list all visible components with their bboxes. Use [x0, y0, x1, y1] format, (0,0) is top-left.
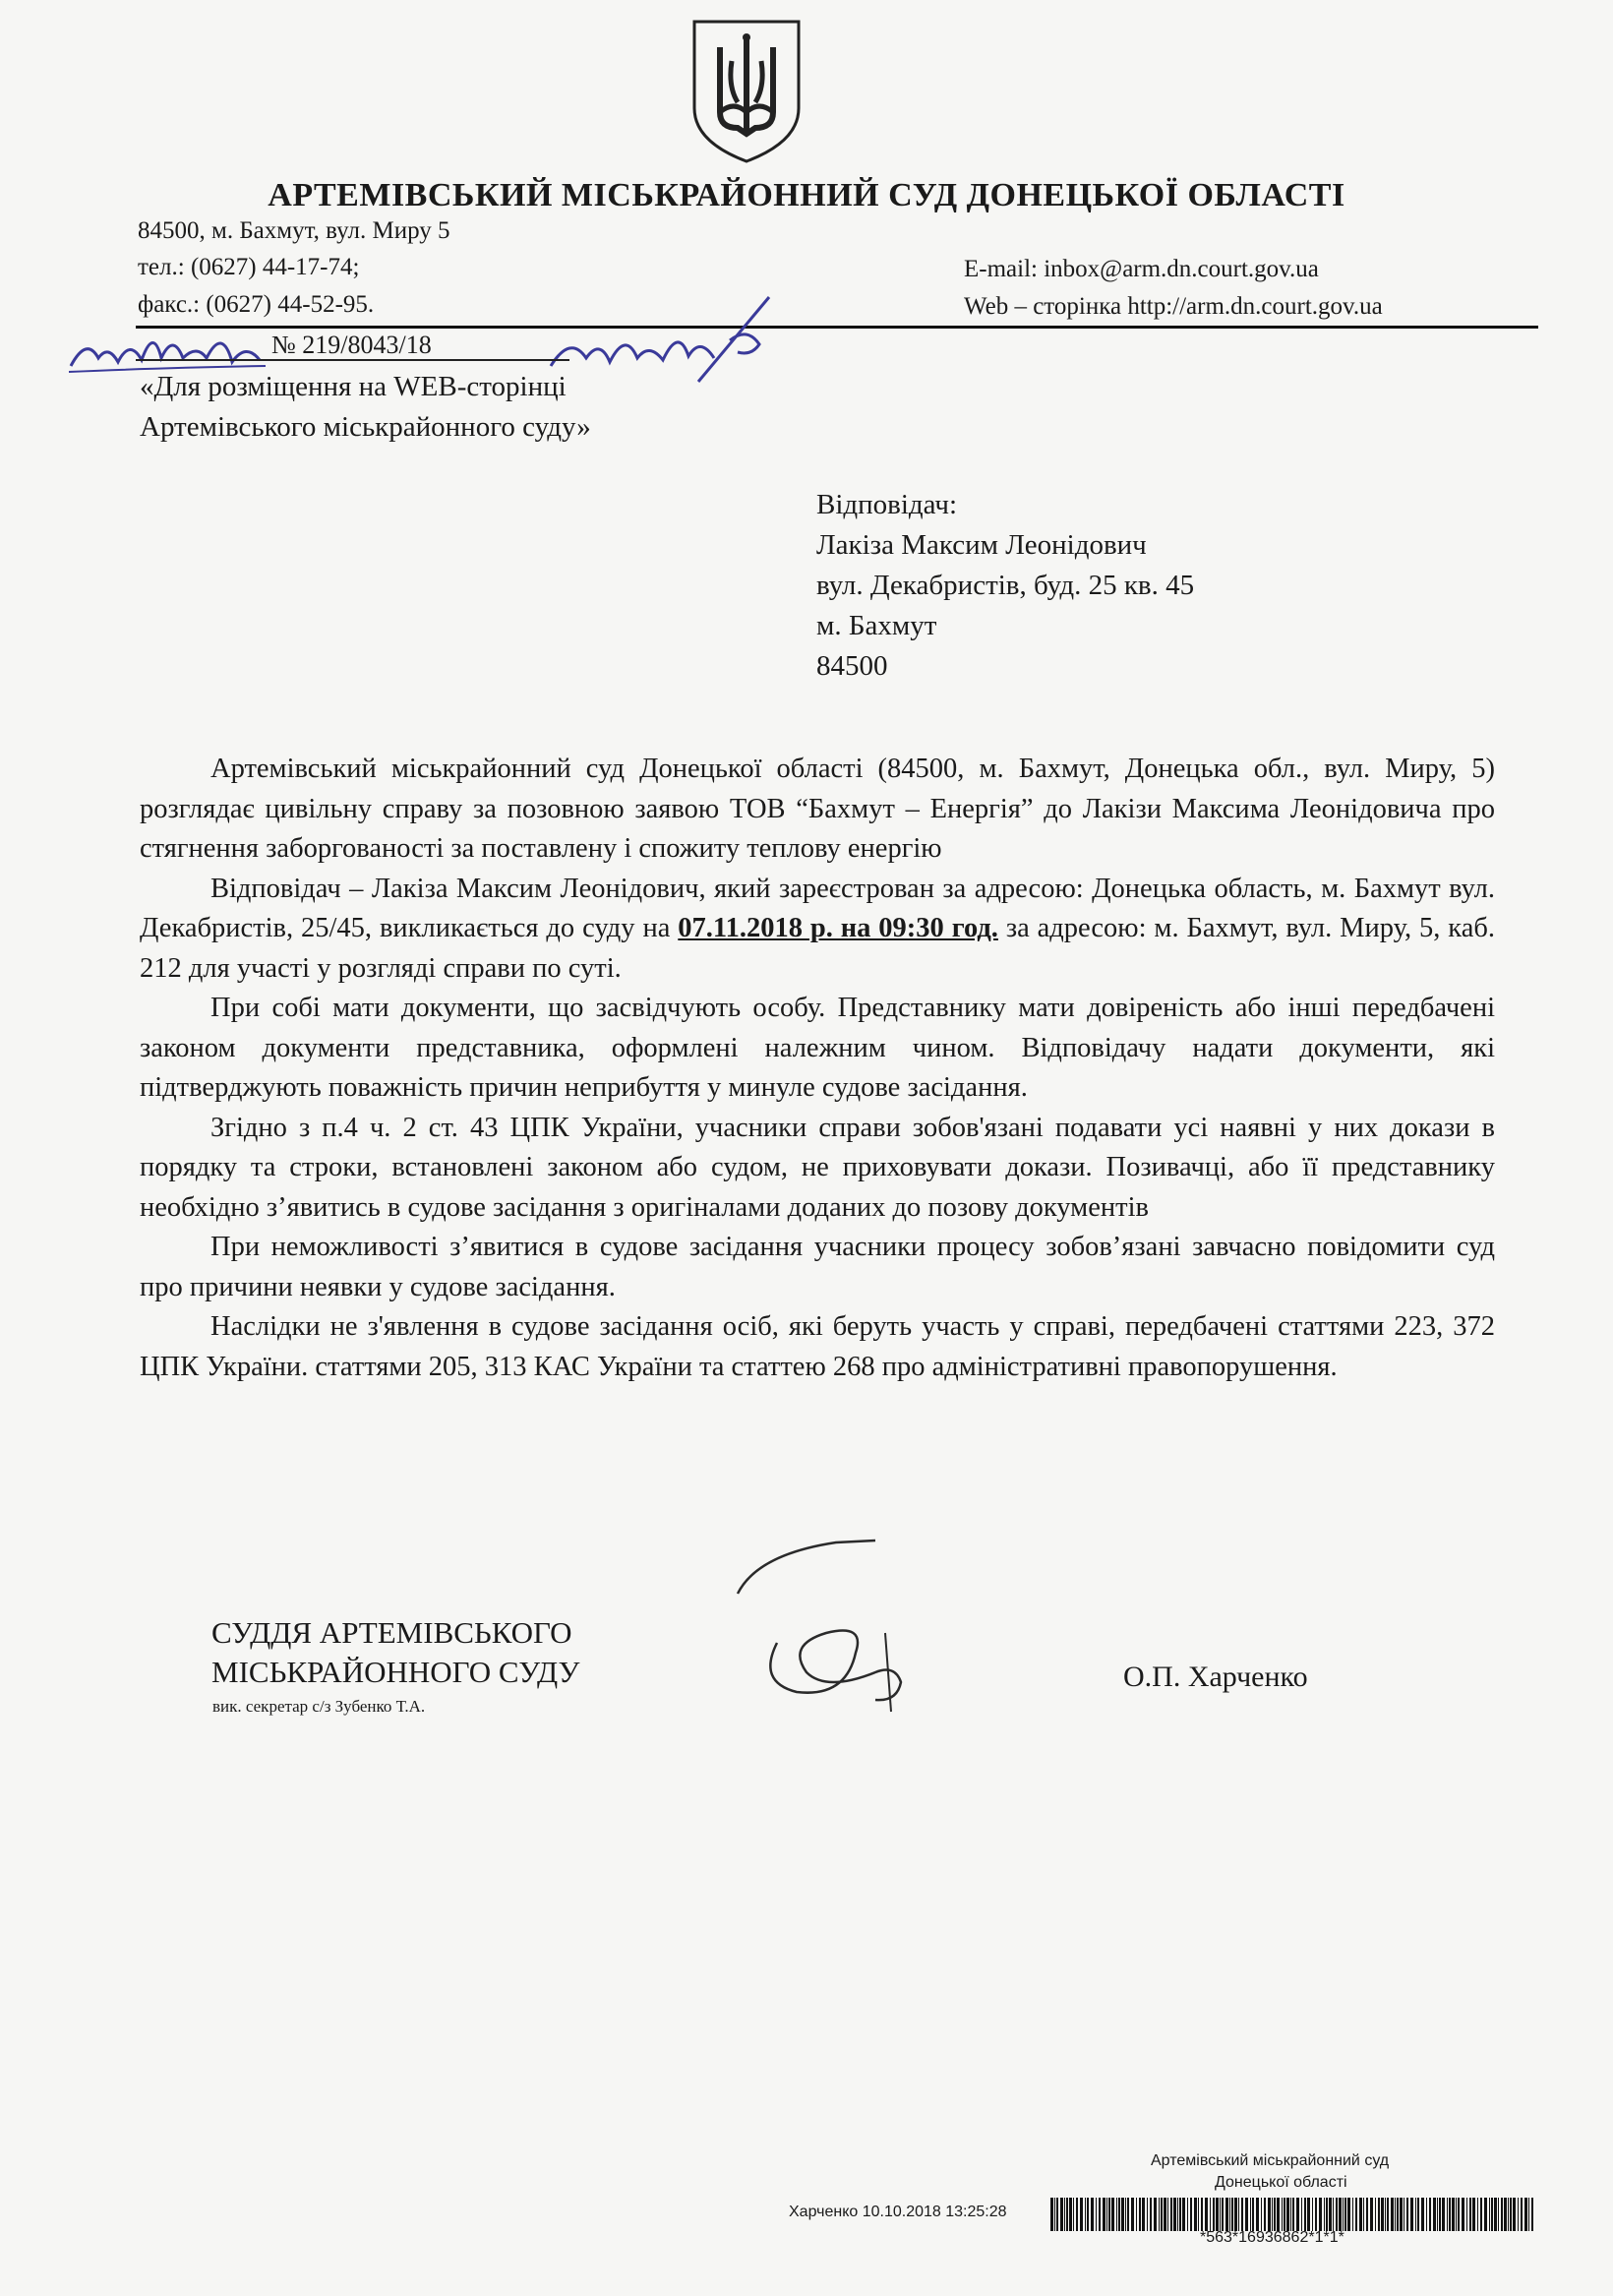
barcode-bar	[1315, 2198, 1317, 2231]
barcode-bar	[1210, 2198, 1211, 2231]
barcode-bar	[1099, 2198, 1101, 2231]
barcode-bar	[1238, 2198, 1239, 2231]
barcode-bar	[1216, 2198, 1219, 2231]
barcode-bar	[1245, 2198, 1248, 2231]
barcode-bar	[1304, 2198, 1306, 2231]
note-line-2: Артемівського міськрайонного суду»	[140, 411, 591, 443]
barcode-bar	[1462, 2198, 1464, 2231]
paragraph-documents: При собі мати документи, що засвідчують особу. Представнику мати довіреність або інші передбачені законом документи представника, оформлені належним чином. Відповідачу надати документи, які підтверджують поважність причин неприбуття у минуле судове засідання.	[140, 993, 1495, 1103]
barcode-bar	[1201, 2198, 1203, 2231]
barcode-bar	[1296, 2198, 1299, 2231]
barcode-bar	[1366, 2198, 1368, 2231]
judge-title-line-2: МІСЬКРАЙОННОГО СУДУ	[211, 1655, 580, 1689]
barcode-bar	[1395, 2198, 1396, 2231]
barcode-bar	[1352, 2198, 1353, 2231]
barcode-bar	[1116, 2198, 1117, 2231]
barcode-bar	[1076, 2198, 1078, 2231]
barcode-number: *563*16936862*1*1*	[1200, 2229, 1344, 2246]
barcode-bar	[1378, 2198, 1380, 2231]
barcode-bar	[1421, 2198, 1424, 2231]
barcode-bar	[1064, 2198, 1065, 2231]
barcode-bar	[1060, 2198, 1063, 2231]
court-fax: факс.: (0627) 44-52-95.	[138, 291, 375, 318]
barcode-bar	[1264, 2198, 1266, 2231]
barcode-bar	[1355, 2198, 1357, 2231]
court-address: 84500, м. Бахмут, вул. Миру 5	[138, 217, 450, 244]
barcode-bar	[1466, 2198, 1467, 2231]
barcode-bar	[1417, 2198, 1419, 2231]
barcode-bar	[1190, 2198, 1192, 2231]
barcode-bar	[1056, 2198, 1058, 2231]
barcode-bar	[1343, 2198, 1344, 2231]
barcode-bar	[1292, 2198, 1294, 2231]
barcode-bar	[1524, 2198, 1527, 2231]
barcode-bar	[1125, 2198, 1126, 2231]
document-barcode	[1050, 2198, 1534, 2231]
coat-of-arms-emblem	[688, 18, 805, 165]
barcode-bar	[1433, 2198, 1436, 2231]
barcode-bar	[1319, 2198, 1322, 2231]
barcode-bar	[1531, 2198, 1533, 2231]
stamp-court-name: Артемівський міськрайонний суд	[1151, 2152, 1390, 2169]
barcode-bar	[1087, 2198, 1089, 2231]
barcode-bar	[1121, 2198, 1124, 2231]
barcode-bar	[1222, 2198, 1224, 2231]
publication-note	[140, 367, 591, 448]
barcode-bar	[1170, 2198, 1172, 2231]
barcode-bar	[1363, 2198, 1364, 2231]
barcode-bar	[1326, 2198, 1328, 2231]
judge-title	[211, 1613, 579, 1692]
barcode-bar	[1504, 2198, 1507, 2231]
barcode-bar	[1469, 2198, 1471, 2231]
court-email: E-mail: inbox@arm.dn.court.gov.ua	[964, 256, 1319, 282]
barcode-bar	[1220, 2198, 1221, 2231]
barcode-bar	[1234, 2198, 1237, 2231]
barcode-bar	[1336, 2198, 1338, 2231]
barcode-bar	[1286, 2198, 1289, 2231]
barcode-bar	[1274, 2198, 1276, 2231]
barcode-bar	[1400, 2198, 1403, 2231]
paragraph-summons	[140, 870, 1495, 990]
barcode-bar	[1066, 2198, 1068, 2231]
barcode-bar	[1472, 2198, 1475, 2231]
barcode-bar	[1339, 2198, 1342, 2231]
barcode-bar	[1225, 2198, 1228, 2231]
barcode-bar	[1205, 2198, 1208, 2231]
paragraph-evidence: Згідно з п.4 ч. 2 ст. 43 ЦПК України, учасники справи зобов'язані подавати усі наявні у них докази в порядку та строки, встановлені законом або судом, не приховувати докази. Позивачці, або її представнику необхідно з’явитись в судове засідання з оригіналами доданих до позову документів	[140, 1112, 1495, 1223]
barcode-bar	[1494, 2198, 1497, 2231]
barcode-bar	[1282, 2198, 1283, 2231]
paragraph-case: Артемівський міськрайонний суд Донецької області (84500, м. Бахмут, Донецька обл., вул. Миру, 5) розглядає цивільну справу за позовною заявою ТОВ “Бахмут – Енергія” до Лакізи Максима Леонідовича про стягнення заборгованості за поставлену і спожиту теплову енергію	[140, 754, 1495, 864]
barcode-bar	[1307, 2198, 1310, 2231]
barcode-bar	[1449, 2198, 1451, 2231]
barcode-bar	[1518, 2198, 1519, 2231]
barcode-bar	[1429, 2198, 1431, 2231]
barcode-bar	[1397, 2198, 1399, 2231]
barcode-bar	[1426, 2198, 1427, 2231]
barcode-bar	[1415, 2198, 1416, 2231]
barcode-bar	[1164, 2198, 1166, 2231]
barcode-bar	[1187, 2198, 1188, 2231]
barcode-bar	[1452, 2198, 1455, 2231]
barcode-bar	[1085, 2198, 1086, 2231]
barcode-bar	[1301, 2198, 1302, 2231]
barcode-bar	[1054, 2198, 1055, 2231]
barcode-bar	[1329, 2198, 1332, 2231]
barcode-bar	[1127, 2198, 1129, 2231]
barcode-bar	[1387, 2198, 1389, 2231]
barcode-bar	[1491, 2198, 1493, 2231]
barcode-bar	[1268, 2198, 1271, 2231]
barcode-bar	[1096, 2198, 1097, 2231]
barcode-bar	[1359, 2198, 1362, 2231]
barcode-bar	[1277, 2198, 1280, 2231]
barcode-bar	[1501, 2198, 1503, 2231]
barcode-bar	[1456, 2198, 1457, 2231]
barcode-bar	[1508, 2198, 1509, 2231]
barcode-bar	[1370, 2198, 1373, 2231]
barcode-bar	[1347, 2198, 1350, 2231]
summons-text-before: Відповідач – Лакіза Максим Леонідович, який зареєстрован за адресою: Донецька область, м. Бахмут вул. Декабристів, 25/45, викликається до суду на	[140, 873, 1495, 943]
barcode-bar	[1050, 2198, 1053, 2231]
barcode-bar	[1091, 2198, 1094, 2231]
barcode-bar	[1410, 2198, 1413, 2231]
barcode-bar	[1150, 2198, 1152, 2231]
barcode-bar	[1161, 2198, 1163, 2231]
barcode-bar	[1528, 2198, 1529, 2231]
barcode-bar	[1437, 2198, 1438, 2231]
addressee-postcode: 84500	[816, 650, 888, 682]
court-phone: тел.: (0627) 44-17-74;	[138, 254, 360, 280]
barcode-bar	[1108, 2198, 1110, 2231]
barcode-bar	[1391, 2198, 1394, 2231]
barcode-bar	[1173, 2198, 1176, 2231]
court-website: Web – сторінка http://arm.dn.court.gov.ua	[964, 293, 1383, 320]
handwritten-signature	[718, 1535, 954, 1722]
header-divider	[136, 326, 1538, 329]
judge-name: О.П. Харченко	[1123, 1661, 1308, 1693]
barcode-bar	[1080, 2198, 1083, 2231]
barcode-bar	[1118, 2198, 1120, 2231]
outgoing-number	[136, 331, 569, 360]
barcode-bar	[1194, 2198, 1197, 2231]
outgoing-number-text: № 219/8043/18	[136, 331, 569, 361]
barcode-bar	[1177, 2198, 1178, 2231]
barcode-bar	[1290, 2198, 1291, 2231]
barcode-bar	[1489, 2198, 1490, 2231]
barcode-bar	[1229, 2198, 1230, 2231]
barcode-bar	[1131, 2198, 1134, 2231]
addressee-role: Відповідач:	[816, 489, 958, 520]
barcode-bar	[1442, 2198, 1445, 2231]
barcode-bar	[1513, 2198, 1516, 2231]
barcode-bar	[1142, 2198, 1145, 2231]
barcode-bar	[1139, 2198, 1141, 2231]
barcode-bar	[1385, 2198, 1386, 2231]
barcode-bar	[1073, 2198, 1074, 2231]
barcode-bar	[1498, 2198, 1499, 2231]
barcode-bar	[1241, 2198, 1243, 2231]
barcode-bar	[1250, 2198, 1251, 2231]
barcode-bar	[1333, 2198, 1334, 2231]
barcode-bar	[1069, 2198, 1072, 2231]
barcode-bar	[1344, 2198, 1346, 2231]
barcode-bar	[1447, 2198, 1448, 2231]
barcode-bar	[1154, 2198, 1157, 2231]
barcode-bar	[1406, 2198, 1408, 2231]
barcode-bar	[1375, 2198, 1376, 2231]
barcode-bar	[1484, 2198, 1487, 2231]
barcode-bar	[1111, 2198, 1114, 2231]
barcode-bar	[1231, 2198, 1233, 2231]
barcode-bar	[1324, 2198, 1325, 2231]
court-name: АРТЕМІВСЬКИЙ МІСЬКРАЙОННИЙ СУД ДОНЕЦЬКОЇ ОБЛАСТІ	[268, 177, 1345, 213]
barcode-bar	[1458, 2198, 1460, 2231]
barcode-bar	[1136, 2198, 1137, 2231]
paragraph-consequences: Наслідки не з'явлення в судове засідання осіб, які беруть участь у справі, передбачені статтями 223, 372 ЦПК України. статтями 205, 313 КАС України та статтею 268 про адміністративні правопорушення.	[140, 1311, 1495, 1382]
barcode-bar	[1256, 2198, 1259, 2231]
stamp-author-time: Харченко 10.10.2018 13:25:28	[789, 2204, 1007, 2220]
stamp-region: Донецької області	[1215, 2174, 1347, 2191]
barcode-bar	[1477, 2198, 1478, 2231]
barcode-bar	[1381, 2198, 1384, 2231]
summons-text-after: за адресою: м. Бахмут, вул. Миру, 5, каб. 212 для участі у розгляді справи по суті.	[140, 913, 1495, 984]
barcode-bar	[1198, 2198, 1199, 2231]
addressee-block	[816, 485, 1194, 687]
barcode-bar	[1439, 2198, 1441, 2231]
paragraph-absence: При неможливості з’явитися в судове засідання учасники процесу зобов’язані завчасно повідомити суд про причини неявки у судове засідання.	[140, 1232, 1495, 1302]
barcode-bar	[1261, 2198, 1262, 2231]
barcode-bar	[1480, 2198, 1482, 2231]
judge-title-line-1: СУДДЯ АРТЕМІВСЬКОГО	[211, 1615, 572, 1650]
barcode-bar	[1312, 2198, 1313, 2231]
barcode-bar	[1272, 2198, 1273, 2231]
barcode-bar	[1284, 2198, 1285, 2231]
barcode-bar	[1182, 2198, 1185, 2231]
barcode-bar	[1167, 2198, 1168, 2231]
barcode-bar	[1103, 2198, 1105, 2231]
barcode-bar	[1521, 2198, 1523, 2231]
barcode-bar	[1106, 2198, 1107, 2231]
secretary-note: вик. секретар с/з Зубенко Т.А.	[212, 1697, 426, 1716]
barcode-bar	[1179, 2198, 1181, 2231]
barcode-bar	[1252, 2198, 1254, 2231]
barcode-bar	[1213, 2198, 1215, 2231]
addressee-name: Лакіза Максим Леонідович	[816, 529, 1147, 561]
barcode-bar	[1147, 2198, 1148, 2231]
note-line-1: «Для розміщення на WEB-сторінці	[140, 371, 567, 402]
barcode-bar	[1159, 2198, 1160, 2231]
addressee-city: м. Бахмут	[816, 610, 937, 641]
hearing-datetime: 07.11.2018 р. на 09:30 год.	[678, 913, 998, 943]
barcode-bar	[1510, 2198, 1512, 2231]
letter-body	[140, 750, 1495, 1387]
addressee-street: вул. Декабристів, буд. 25 кв. 45	[816, 570, 1195, 601]
